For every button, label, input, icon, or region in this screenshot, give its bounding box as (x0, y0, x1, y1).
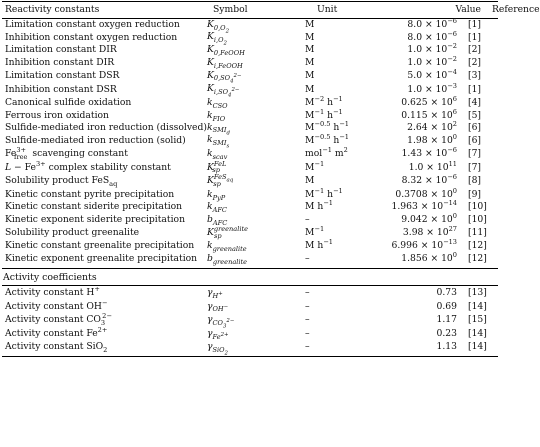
constant-symbol: $\gamma_{Fe^{2+}}$ (207, 328, 229, 341)
constant-unit: M (305, 83, 315, 95)
constant-name: Activity constant SiO$_2$ (5, 341, 108, 355)
constant-symbol: $K_{0,FeOOH}$ (207, 44, 245, 58)
reactivity-rows-table (2, 19, 498, 265)
activity-rows-table (2, 286, 498, 354)
constant-value: $3.98 \times 10^{27}$ (402, 224, 457, 238)
constant-symbol: $\gamma_{CO_3^{2-}}$ (207, 313, 235, 329)
header-symbol: Symbol (213, 4, 248, 15)
table-row (2, 44, 498, 57)
table-row (2, 201, 498, 214)
table-row (2, 83, 498, 97)
activity-heading: Activity coefficients (3, 271, 97, 283)
table-row (2, 57, 498, 70)
constant-unit: $M^{-0.5}$ $h^{-1}$ (305, 132, 350, 146)
constant-unit: $M^{-1}$ (305, 159, 325, 173)
constant-reference: [1] (468, 19, 482, 31)
constant-value: $9.042 \times 10^0$ (401, 211, 457, 225)
constant-value: $6.996 \times 10^{-13}$ (391, 238, 457, 252)
table-row (2, 300, 498, 314)
constant-unit: M (305, 56, 315, 68)
table-row (2, 226, 498, 240)
constant-symbol: $K_{0,O_2}$ (207, 18, 230, 34)
constant-reference: [14] (468, 341, 487, 353)
constant-unit: M (305, 70, 315, 82)
constant-value: 0.73 (436, 286, 457, 298)
constant-symbol: $k_{PyP}$ (207, 188, 226, 202)
table-row (2, 161, 498, 175)
constant-reference: [13] (468, 286, 487, 298)
constant-value: $8.0 \times 10^{-6}$ (407, 17, 457, 31)
constant-value: 1.17 (436, 314, 457, 326)
header-name: Reactivity constants (5, 4, 100, 15)
table-row (2, 175, 498, 189)
constant-name: $Fe^{3+}_{free}$ scavenging constant (5, 145, 128, 161)
header-row (2, 2, 533, 18)
constant-symbol: $K^{FeS_{aq}}_{sp}$ (207, 173, 234, 189)
table-row (2, 32, 498, 45)
constant-symbol: $k_{scav}$ (207, 147, 228, 161)
constant-symbol: $k_{CSO}$ (207, 97, 228, 110)
constant-reference: [6] (468, 122, 482, 134)
constant-value: $1.0 \times 10^{11}$ (408, 159, 457, 173)
constant-symbol: $K^{FeL}_{sp}$ (207, 159, 227, 175)
constant-symbol: $k_{FIO}$ (207, 109, 226, 123)
table-row (2, 327, 498, 341)
constant-reference: [15] (468, 314, 487, 326)
constant-unit: $M^{-1}$ (305, 224, 325, 238)
constant-name: Ferrous iron oxidation (5, 109, 109, 121)
constant-unit: – (305, 252, 310, 264)
constant-reference: [10] (468, 201, 487, 213)
constant-name: Sulfide-mediated iron reduction (dissolved) (5, 122, 207, 134)
table-row (2, 109, 498, 122)
constant-value: 0.69 (436, 300, 457, 312)
reactivity-constants-table (2, 2, 540, 18)
constant-reference: [4] (468, 97, 482, 109)
constant-name: Activity constant $Fe^{2+}$ (5, 326, 108, 340)
constant-unit: – (305, 286, 310, 298)
constant-value: $1.0 \times 10^{-2}$ (407, 42, 457, 56)
constant-reference: [7] (468, 161, 482, 173)
constant-reference: [9] (468, 188, 482, 200)
constant-reference: [5] (468, 109, 482, 121)
constant-symbol: $K_{i,FeOOH}$ (207, 56, 243, 70)
constant-reference: [12] (468, 240, 487, 252)
constant-unit: – (305, 300, 310, 312)
constant-unit: $M^{-2}$ $h^{-1}$ (305, 94, 343, 109)
constant-reference: [7] (468, 147, 482, 159)
constant-unit: mol$^{-1}$ $m^2$ (305, 145, 348, 159)
table-row (2, 19, 498, 32)
constant-name: Kinetic constant siderite precipitation (5, 201, 183, 213)
constant-reference: [2] (468, 56, 482, 68)
constant-name: Solubility product greenalite (5, 226, 140, 238)
constant-symbol: $b_{AFC}$ (207, 213, 228, 227)
constant-name: Limitation constant oxygen reduction (5, 19, 180, 31)
constant-name: Solubility product FeS$_{aq}$ (5, 175, 118, 189)
constant-value: $8.32 \times 10^{-6}$ (401, 173, 457, 187)
constant-reference: [10] (468, 213, 487, 225)
constant-unit: $M^{-1}$ $h^{-1}$ (305, 186, 343, 200)
constant-unit: M (305, 19, 315, 31)
constant-value: 1.13 (436, 341, 457, 353)
constant-value: $1.43 \times 10^{-6}$ (401, 145, 457, 159)
constant-name: Limitation constant DSR (5, 70, 120, 82)
constant-symbol: $\gamma_{H^+}$ (207, 286, 223, 300)
header-value: Value (455, 4, 481, 15)
constant-name: Kinetic exponent siderite precipitation (5, 213, 185, 225)
constant-unit: – (305, 213, 310, 225)
constant-value: $2.64 \times 10^2$ (407, 120, 457, 134)
constant-value: $1.0 \times 10^{-3}$ (407, 81, 457, 95)
constant-symbol: $\gamma_{SiO_2}$ (207, 340, 228, 356)
constant-name: Inhibition constant DIR (5, 56, 115, 68)
table-row (2, 188, 498, 201)
constant-symbol: $k_{greenalite}$ (207, 240, 247, 253)
table-row (2, 134, 498, 147)
constant-reference: [14] (468, 328, 487, 340)
table-row (2, 97, 498, 110)
table-row (2, 122, 498, 135)
constant-unit: $M^{-0.5}$ $h^{-1}$ (305, 120, 350, 134)
table-row (2, 341, 498, 354)
constant-unit: M (305, 175, 315, 187)
constant-name: Canonical sulfide oxidation (5, 97, 132, 109)
constant-value: $1.963 \times 10^{-14}$ (391, 199, 457, 213)
constant-name: Activity constant $CO_3^{2-}$ (5, 312, 112, 328)
constant-unit: M $h^{-1}$ (305, 199, 333, 213)
constant-value: $0.3708 \times 10^0$ (395, 186, 457, 200)
constant-reference: [12] (468, 252, 487, 264)
constant-value: $1.856 \times 10^0$ (401, 250, 457, 264)
constant-symbol: $k_{SMI_d}$ (207, 121, 230, 137)
constant-name: Activity constant H+ (5, 284, 100, 298)
header-reference: Reference (492, 4, 540, 15)
table-body (2, 2, 540, 18)
constant-value: $1.0 \times 10^{-2}$ (407, 54, 457, 68)
constant-value: 0.23 (436, 328, 457, 340)
constant-symbol: $K_{0,SO_4^{2-}}$ (207, 69, 242, 85)
table-row (2, 69, 498, 83)
constant-value: $5.0 \times 10^{-4}$ (407, 68, 457, 82)
constant-unit: – (305, 314, 310, 326)
constant-name: Activity constant OH− (5, 298, 108, 312)
constant-unit: – (305, 341, 310, 353)
constant-symbol: $K_{i,SO_4^{2-}}$ (207, 83, 240, 99)
constant-symbol: $K_{i,O_2}$ (207, 31, 227, 47)
constant-reference: [3] (468, 70, 482, 82)
constant-reference: [6] (468, 134, 482, 146)
table-row (2, 240, 498, 253)
constant-symbol: $b_{greenalite}$ (207, 252, 248, 266)
constant-name: Inhibition constant DSR (5, 83, 117, 95)
constant-name: $L - Fe^{3+}$ complex stability constant (5, 159, 171, 173)
constant-value: $1.98 \times 10^0$ (407, 132, 457, 146)
table-row (2, 313, 498, 327)
header-unit: Unit (317, 4, 338, 15)
constant-name: Kinetic constant greenalite precipitation (5, 240, 195, 252)
constant-reference: [2] (468, 44, 482, 56)
constant-unit: – (305, 328, 310, 340)
constant-unit: $M^{-1}$ $h^{-1}$ (305, 107, 343, 121)
constant-reference: [11] (468, 226, 487, 238)
constant-reference: [14] (468, 300, 487, 312)
table-row (2, 286, 498, 300)
constant-unit: M $h^{-1}$ (305, 238, 333, 252)
constant-name: Limitation constant DIR (5, 44, 117, 56)
bottom-rule (2, 356, 498, 357)
constant-name: Inhibition constant oxygen reduction (5, 31, 178, 43)
activity-rows (2, 286, 498, 354)
constant-symbol: $k_{SMI_s}$ (207, 134, 230, 150)
constant-value: $0.115 \times 10^6$ (401, 107, 457, 121)
constant-symbol: $k_{AFC}$ (207, 201, 227, 214)
reactivity-rows (2, 19, 498, 265)
constant-symbol: $K^{greenalite}_{sp}$ (207, 224, 248, 240)
constant-reference: [1] (468, 83, 482, 95)
constant-unit: M (305, 31, 315, 43)
table-row (2, 213, 498, 226)
constant-unit: M (305, 44, 315, 56)
constant-symbol: $\gamma_{OH^-}$ (207, 300, 229, 314)
constant-value: $0.625 \times 10^6$ (401, 94, 457, 109)
table-row (2, 252, 498, 265)
constant-reference: [1] (468, 31, 482, 43)
constant-value: $8.0 \times 10^{-6}$ (407, 29, 457, 43)
constant-name: Sulfide-mediated iron reduction (solid) (5, 134, 186, 146)
constant-reference: [8] (468, 175, 482, 187)
constant-name: Kinetic constant pyrite precipitation (5, 188, 175, 200)
constant-name: Kinetic exponent greenalite precipitation (5, 252, 198, 264)
table-row (2, 147, 498, 161)
